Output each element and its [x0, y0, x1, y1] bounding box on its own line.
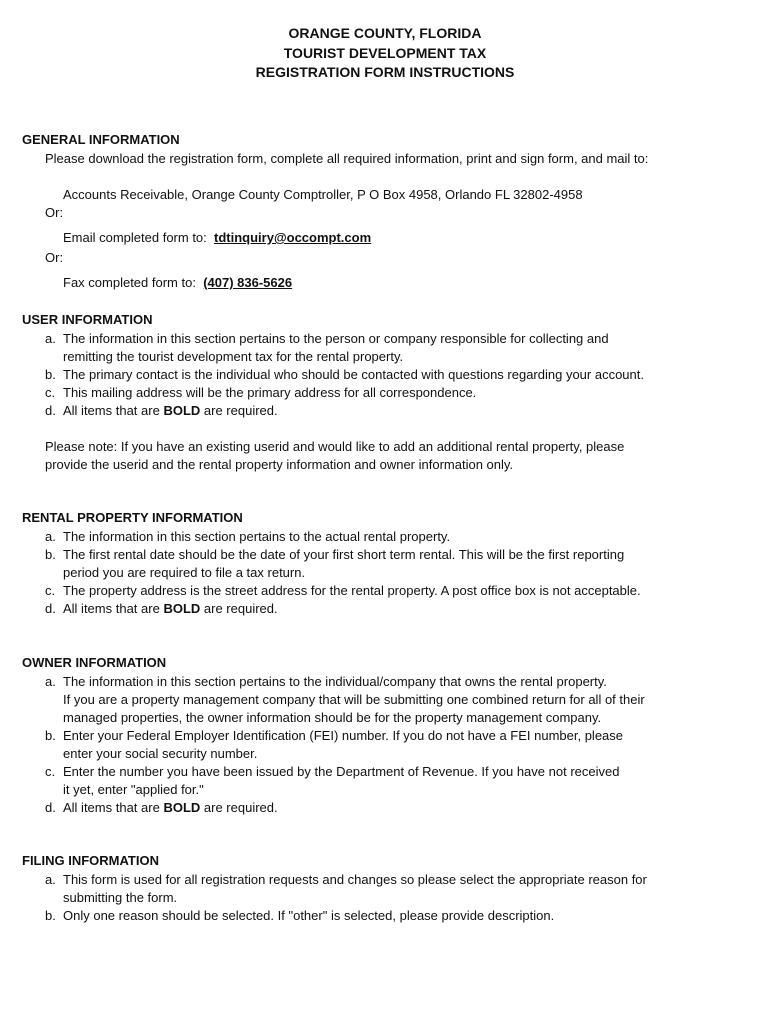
- list-item-marker: d.: [45, 403, 56, 418]
- list-item-text: This mailing address will be the primary address for all correspondence.: [63, 385, 477, 400]
- list-item-marker: d.: [45, 800, 56, 815]
- or-label: Or:: [45, 250, 64, 265]
- list-item-marker: c.: [45, 764, 56, 779]
- text-pre: All items that are: [63, 601, 164, 616]
- list-item-marker: a.: [45, 674, 56, 689]
- list-item-marker: a.: [45, 872, 56, 887]
- list-item-marker: b.: [45, 908, 56, 923]
- list-item-text: [63, 402, 278, 420]
- list-item-text: managed properties, the owner information should be for the property management company.: [63, 710, 602, 725]
- title-line-1: ORANGE COUNTY, FLORIDA: [288, 25, 482, 41]
- title-line-3: REGISTRATION FORM INSTRUCTIONS: [255, 64, 515, 80]
- list-item-text: The primary contact is the individual who should be contacted with questions regarding your account.: [63, 367, 644, 382]
- list-item-text: period you are required to file a tax return.: [63, 565, 306, 580]
- rental-heading: RENTAL PROPERTY INFORMATION: [22, 510, 243, 525]
- list-item-text: [63, 799, 278, 817]
- bold-word: BOLD: [163, 601, 201, 616]
- fax-prefix: Fax completed form to:: [63, 275, 196, 290]
- mail-address: Accounts Receivable, Orange County Comptroller, P O Box 4958, Orlando FL 32802-4958: [63, 187, 583, 202]
- list-item-text: This form is used for all registration requests and changes so please select the appropriate reason for: [63, 872, 647, 887]
- text-pre: All items that are: [63, 800, 164, 815]
- text-post: are required.: [200, 601, 278, 616]
- list-item-marker: a.: [45, 529, 56, 544]
- list-item-text: The property address is the street address for the rental property. A post office box is not acceptable.: [63, 583, 641, 598]
- list-item-text: enter your social security number.: [63, 746, 258, 761]
- text-pre: All items that are: [63, 403, 164, 418]
- email-prefix: Email completed form to:: [63, 230, 207, 245]
- list-item-text: Enter your Federal Employer Identification (FEI) number. If you do not have a FEI number, please: [63, 728, 624, 743]
- owner-heading: OWNER INFORMATION: [22, 655, 167, 670]
- general-heading: GENERAL INFORMATION: [22, 132, 180, 147]
- note-line: Please note: If you have an existing userid and would like to add an additional rental property, please: [45, 439, 625, 454]
- list-item-text: The information in this section pertains to the individual/company that owns the rental property.: [63, 674, 607, 689]
- list-item-text: The information in this section pertains to the actual rental property.: [63, 529, 451, 544]
- text-post: are required.: [200, 800, 278, 815]
- note-line: provide the userid and the rental property information and owner information only.: [45, 457, 514, 472]
- list-item-marker: a.: [45, 331, 56, 346]
- user-heading: USER INFORMATION: [22, 312, 153, 327]
- or-label: Or:: [45, 205, 64, 220]
- list-item-marker: b.: [45, 547, 56, 562]
- list-item-text: it yet, enter "applied for.": [63, 782, 204, 797]
- list-item-text: Only one reason should be selected. If "other" is selected, please provide description.: [63, 908, 555, 923]
- list-item-text: Enter the number you have been issued by the Department of Revenue. If you have not received: [63, 764, 620, 779]
- list-item-text: remitting the tourist development tax for the rental property.: [63, 349, 404, 364]
- filing-heading: FILING INFORMATION: [22, 853, 159, 868]
- list-item-text: The information in this section pertains to the person or company responsible for collecting and: [63, 331, 609, 346]
- list-item-text: If you are a property management company that will be submitting one combined return for all of their: [63, 692, 645, 707]
- page-title: [0, 24, 770, 83]
- list-item-marker: b.: [45, 367, 56, 382]
- title-line-2: TOURIST DEVELOPMENT TAX: [283, 44, 487, 61]
- bold-word: BOLD: [163, 800, 201, 815]
- bold-word: BOLD: [163, 403, 201, 418]
- list-item-text: submitting the form.: [63, 890, 178, 905]
- list-item-marker: d.: [45, 601, 56, 616]
- general-intro: Please download the registration form, complete all required information, print and sign form, and mail to:: [45, 151, 649, 166]
- list-item-text: [63, 600, 278, 618]
- email-link[interactable]: tdtinquiry@occompt.com: [214, 230, 372, 245]
- fax-line: [63, 274, 292, 292]
- list-item-marker: c.: [45, 583, 56, 598]
- email-line: [63, 229, 371, 247]
- list-item-text: The first rental date should be the date of your first short term rental. This will be the first reporting: [63, 547, 625, 562]
- list-item-marker: c.: [45, 385, 56, 400]
- text-post: are required.: [200, 403, 278, 418]
- fax-number: (407) 836-5626: [203, 275, 293, 290]
- list-item-marker: b.: [45, 728, 56, 743]
